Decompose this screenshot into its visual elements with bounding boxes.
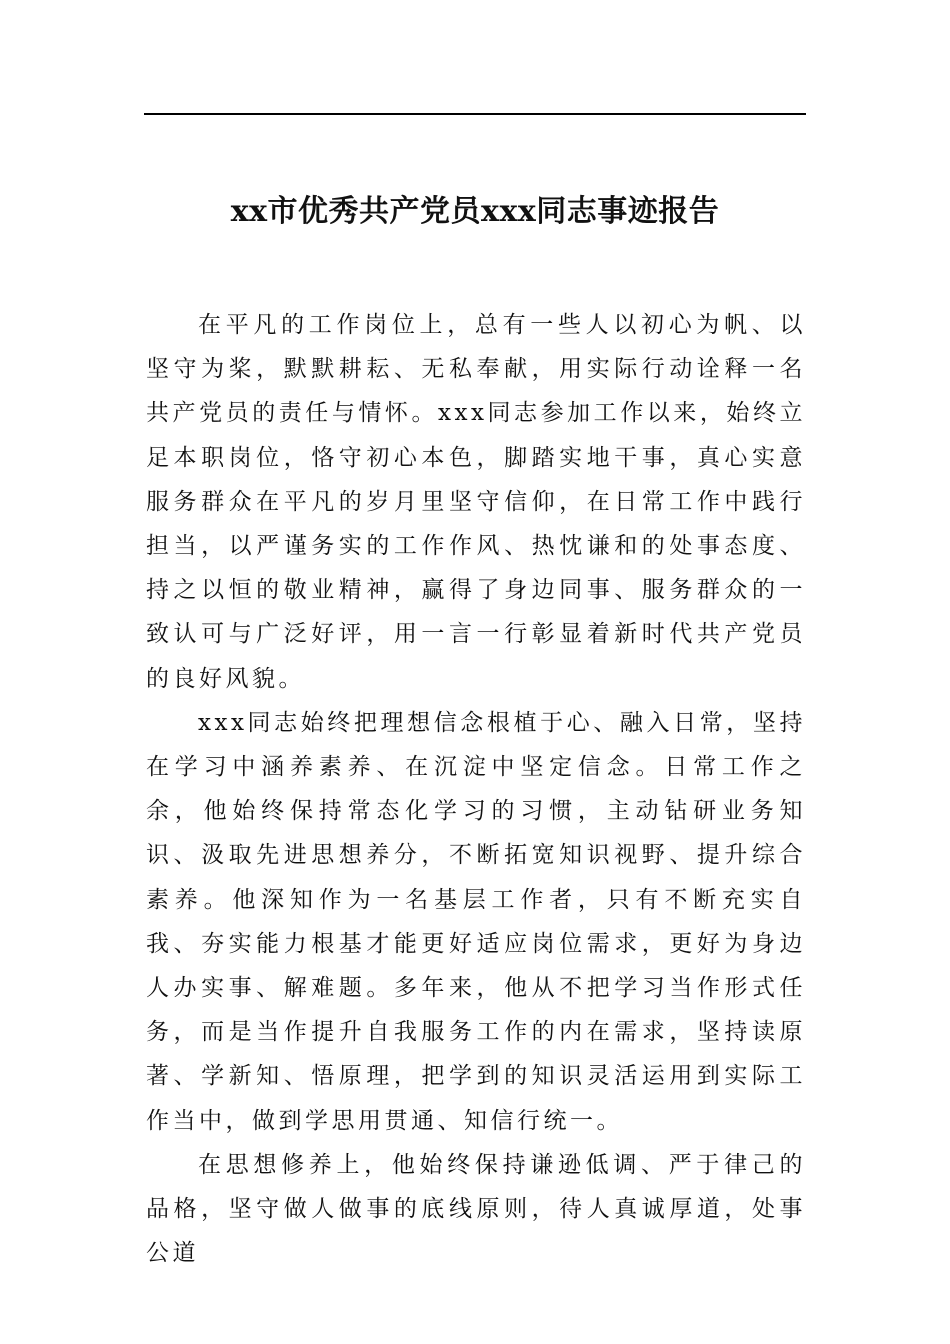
header-rule (144, 113, 806, 115)
body-paragraph: xxx同志始终把理想信念根植于心、融入日常，坚持在学习中涵养素养、在沉淀中坚定信念。日常工作之余，他始终保持常态化学习的习惯，主动钻研业务知识、汲取先进思想养分，不断拓宽知识视野、提升综合素养。他深知作为一名基层工作者，只有不断充实自我、夯实能力根基才能更好适应岗位需求，更好为身边人办实事、解难题。多年来，他从不把学习当作形式任务，而是当作提升自我服务工作的内在需求，坚持读原著、学新知、悟原理，把学到的知识灵活运用到实际工作当中，做到学思用贯通、知信行统一。 (146, 709, 806, 1134)
document-title: xx市优秀共产党员xxx同志事迹报告 (230, 194, 720, 229)
body-paragraph: 在平凡的工作岗位上，总有一些人以初心为帆、以坚守为桨，默默耕耘、无私奉献，用实际行动诠释一名共产党员的责任与情怀。xxx同志参加工作以来，始终立足本职岗位，恪守初心本色，脚踏实地干事，真心实意服务群众在平凡的岁月里坚守信仰，在日常工作中践行担当，以严谨务实的工作作风、热忱谦和的处事态度、持之以恒的敬业精神，赢得了身边同事、服务群众的一致认可与广泛好评，用一言一行彰显着新时代共产党员的良好风貌。 (146, 312, 806, 692)
document-body (146, 303, 806, 1313)
body-paragraph: 在思想修养上，他始终保持谦逊低调、严于律己的品格，坚守做人做事的底线原则，待人真诚厚道，处事公道 (146, 1151, 806, 1267)
